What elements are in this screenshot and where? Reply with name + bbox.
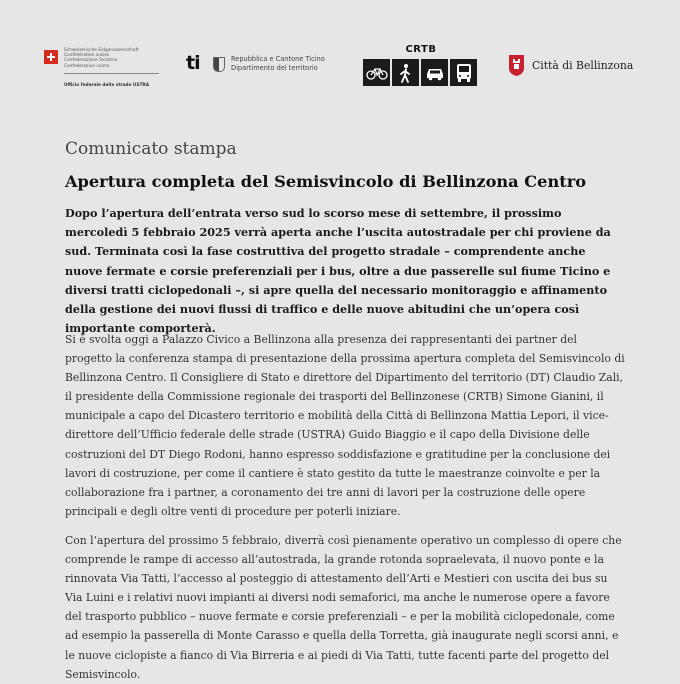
lead-paragraph: Dopo l’apertura dell’entrata verso sud lo scorso mese di settembre, il prossimo mercoledì 5 febbraio 2025 verrà aperta anche l’uscita autostradale per chi proviene da sud. Terminata così la fase costruttiva del progetto stradale – comprendente anche nuove fermate e corsie preferenziali per i bus, oltre a due passerelle sul fiume Ticino e diversi tratti ciclopedonali –, si apre quella del necessario monitoraggio e affinamento della gestione dei nuovi flussi di traffico e delle nuove abitudini che un’opera così importante comporterà. [65, 206, 611, 336]
confederation-name-de: Schweizerische Eidgenossenschaft [64, 48, 139, 53]
crtb-logo [363, 44, 479, 55]
ticino-shield-icon [213, 57, 225, 72]
confederation-name-fr: Confédération suisse [64, 53, 110, 59]
confederation-names [64, 48, 139, 69]
confederation-divider [64, 73, 159, 74]
bellinzona-shield-icon [509, 55, 524, 76]
ticino-line-2: Dipartimento del territorio [231, 64, 318, 72]
swiss-cross-icon [44, 50, 58, 64]
car-icon [421, 59, 448, 86]
ticino-text [231, 55, 325, 73]
body-paragraph-1: Si è svolta oggi a Palazzo Civico a Bellinzona alla presenza dei rappresentanti dei partner del progetto la conferenza stampa di presentazione della prossima apertura completa del Semisvincolo di Bellinzona Centro. Il Consigliere di Stato e direttore del Dipartimento del territorio (DT) Claudio Zali, il presidente della Commissione regionale dei trasporti del Bellinzonese (CRTB) Simone Gianini, il municipale a capo del Dicastero territorio e mobilità della Città di Bellinzona Mattia Lepori, il vice-direttore dell’Ufficio federale delle strade (USTRA) Guido Biaggio e il capo della Divisione delle costruzioni del DT Diego Rodoni, hanno espresso soddisfazione e gratitudine per la conclusione dei lavori di costruzione, per come il cantiere è stato gestito da tutte le maestranze coinvolte e per la collaborazione fra i partner, a coronamento dei tre anni di lavori per la costruzione delle opere principali e degli oltre venti di procedure per poterli iniziare. [65, 333, 625, 518]
confederation-office: Ufficio federale delle strade USTRA [64, 83, 150, 88]
document-title: Apertura completa del Semisvincolo di Bellinzona Centro [65, 172, 587, 191]
bicycle-icon [363, 59, 390, 86]
bus-icon [450, 59, 477, 86]
bellinzona-name: Città di Bellinzona [532, 59, 634, 72]
bellinzona-logo [509, 55, 639, 79]
confederation-name-rm: Confederaziun svizra [64, 63, 110, 69]
crtb-title: CRTB [405, 44, 437, 55]
crtb-icons [363, 59, 477, 86]
logo-bar [0, 44, 680, 94]
confederation-name-it: Confederazione Svizzera [64, 58, 118, 64]
body-paragraph-2: Con l’apertura del prossimo 5 febbraio, diverrà così pienamente operativo un complesso di opere che comprende le rampe di accesso all’autostrada, la grande rotonda sopraelevata, il nuovo ponte e la rinnovata Via Tatti, l’accesso al posteggio di attestamento dell’Arti e Mestieri con uscita dei bus su Via Luini e i relativi nuovi impianti ai diversi nodi semaforici, ma anche le numerose opere a favore del trasporto pubblico – nuove fermate e corsie preferenziali – e per la mobilità ciclopedonale, come ad esempio la passerella di Monte Carasso e quella della Torretta, già inaugurate negli scorsi anni, e le nuove ciclopiste a fianco di Via Birreria e ai piedi di Via Tatti, tutte facenti parte del progetto del Semisvincolo. [65, 534, 622, 681]
ticino-logo [186, 52, 336, 82]
ticino-line-1: Repubblica e Cantone Ticino [231, 55, 325, 63]
pedestrian-icon [392, 59, 419, 86]
ticino-mark: ti [186, 52, 200, 74]
document-kicker: Comunicato stampa [65, 139, 237, 159]
